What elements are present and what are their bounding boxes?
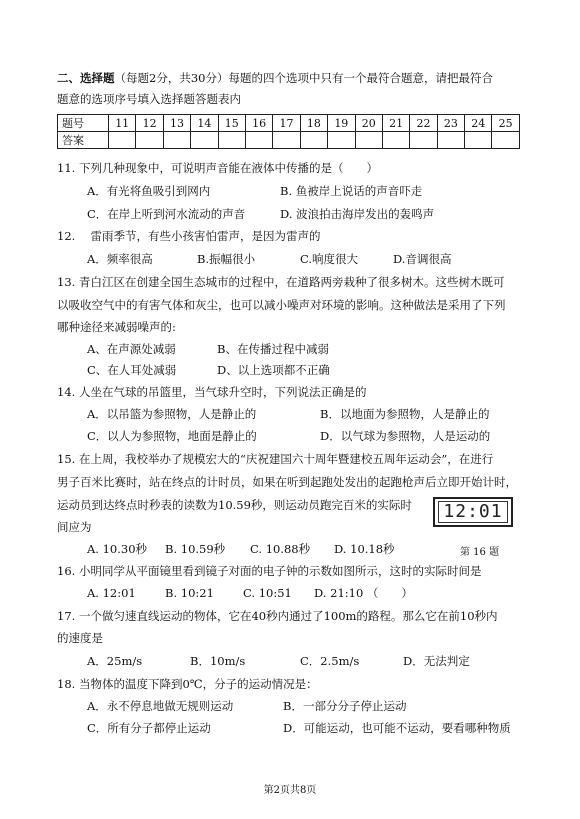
q17-option-d: D．无法判定 [403,654,470,668]
answer-table-number: 16 [245,115,272,132]
answer-table-number: 17 [273,115,300,132]
section-heading-line [57,70,493,86]
answer-table-number: 20 [355,115,382,132]
q16-stem: 16. 小明同学从平面镜里看到镜子对面的电子钟的示数如图所示，这时的实际时间是 [57,564,482,578]
q11-stem: 11. 下列几种现象中，可说明声音能在液体中传播的是（ ） [57,161,378,175]
q13-option-a: A、在声源处减弱 [87,342,176,356]
answer-table-number: 22 [410,115,437,132]
answer-cell[interactable] [163,132,190,149]
clock-display-digits: 12:01 [443,501,503,522]
q15-option-c: C. 10.88秒 [250,542,311,556]
q16-option-d: D. 21:10 （ ） [314,586,413,600]
q15-option-a: A. 10.30秒 [87,542,148,556]
q12-option-b: B.振幅很小 [197,252,256,266]
answer-cell[interactable] [300,132,327,149]
answer-table-number: 23 [437,115,464,132]
q13-stem-2: 以吸收空气中的有害气体和灰尘，也可以减小噪声对环境的影响。这种做法是采用了下列 [57,298,506,312]
answer-cell[interactable] [245,132,272,149]
q13-stem-3: 哪种途径来减弱噪声的: [57,320,176,334]
q13-option-b: B、在传播过程中减弱 [217,342,329,356]
answer-cell[interactable] [437,132,464,149]
answer-table-number: 25 [492,115,519,132]
answer-table-number-row [58,115,520,132]
answer-table-number: 13 [163,115,190,132]
q16-option-a: A. 12:01 [87,586,136,600]
answer-table-number: 15 [218,115,245,132]
section-instruction-1: 每题的四个选项中只有一个最符合题意，请把最符合 [228,71,493,85]
q18-stem: 18. 当物体的温度下降到0℃，分子的运动情况是： [57,677,318,691]
q13-option-d: D、以上选项都不正确 [217,363,330,377]
answer-table-number: 24 [465,115,492,132]
q11-option-b: B. 鱼被岸上说话的声音吓走 [280,184,423,198]
q14-option-a: A．以吊篮为参照物，人是静止的 [87,407,257,421]
q14-option-d: D．以气球为参照物，人是运动的 [320,429,491,443]
q15-option-b: B. 10.59秒 [165,542,226,556]
q17-option-a: A．25m/s [87,654,143,668]
q15-stem-1: 15. 在上周，我校举办了规模宏大的“庆祝建国六十周年暨建校五周年运动会”，在进行 [57,452,494,466]
answer-cell[interactable] [136,132,163,149]
q17-stem-1: 17. 一个做匀速直线运动的物体，它在40秒内通过了100m的路程。那么它在前10秒内 [57,609,498,623]
q14-stem: 14. 人坐在气球的吊篮里，当气球升空时，下列说法正确是的 [57,385,367,399]
q14-option-b: B．以地面为参照物，人是静止的 [320,407,490,421]
answer-cell[interactable] [218,132,245,149]
answer-table-row1-label: 题号 [58,115,109,132]
q17-stem-2: 的速度是 [57,631,103,645]
answer-cell[interactable] [109,132,136,149]
q16-option-b: B. 10:21 [165,586,214,600]
q13-stem-1: 13. 青白江区在创建全国生态城市的过程中，在道路两旁栽种了很多树木。这些树木既可 [57,275,505,289]
q11-option-a: A．有光将鱼吸引到网内 [87,184,211,198]
q18-option-b: B．一部分分子停止运动 [283,699,407,713]
answer-table-number: 18 [300,115,327,132]
answer-table [57,114,520,149]
q18-option-c: C．所有分子都停止运动 [87,721,211,735]
answer-table-row2-label: 答案 [58,132,109,149]
section-instruction-2: 题意的选项序号填入选择题答题表内 [57,92,241,106]
q13-option-c: C、在人耳处减弱 [87,363,177,377]
q15-stem-4: 间应为 [57,520,92,534]
q15-stem-2: 男子百米比赛时，站在终点的计时员，如果在听到起跑处发出的起跑枪声后立即开始计时， [57,475,517,489]
q15-option-d: D. 10.18秒 [334,542,395,556]
section-scoring: （每题2分，共30分） [114,71,229,85]
answer-table-number: 21 [382,115,409,132]
section-heading: 二、选择题 [57,71,115,85]
clock-display [438,501,508,523]
answer-table-number: 11 [109,115,136,132]
q18-option-d: D．可能运动，也可能不运动，要看哪种物质 [283,721,511,735]
answer-cell[interactable] [492,132,519,149]
answer-cell[interactable] [328,132,355,149]
q14-option-c: C．以人为参照物，地面是静止的 [87,429,257,443]
answer-cell[interactable] [465,132,492,149]
digital-clock-figure [433,497,513,527]
answer-cell[interactable] [273,132,300,149]
q15-stem-3: 运动员到达终点时秒表的读数为10.59秒，则运动员跑完百米的实际时 [57,498,412,512]
q11-option-c: C．在岸上听到河水流动的声音 [87,207,246,221]
q12-stem: 12. 雷雨季节，有些小孩害怕雷声，是因为雷声的 [57,229,321,243]
q18-option-a: A．永不停息地做无规则运动 [87,699,234,713]
answer-cell[interactable] [355,132,382,149]
answer-table-number: 12 [136,115,163,132]
figure-caption: 第 16 题 [460,547,500,558]
answer-table-number: 19 [328,115,355,132]
answer-table-number: 14 [191,115,218,132]
answer-cell[interactable] [410,132,437,149]
q16-option-c: C. 10:51 [243,586,292,600]
q17-option-b: B．10m/s [190,654,246,668]
q11-option-d: D. 波浪拍击海岸发出的轰鸣声 [280,207,435,221]
q17-option-c: C．2.5m/s [300,654,360,668]
answer-table-answer-row [58,132,520,149]
answer-cell[interactable] [382,132,409,149]
q12-option-d: D.音调很高 [393,252,452,266]
q12-option-a: A．频率很高 [87,252,153,266]
answer-cell[interactable] [191,132,218,149]
page-footer: 第2页共8页 [263,785,317,796]
q12-option-c: C.响度很大 [300,252,359,266]
